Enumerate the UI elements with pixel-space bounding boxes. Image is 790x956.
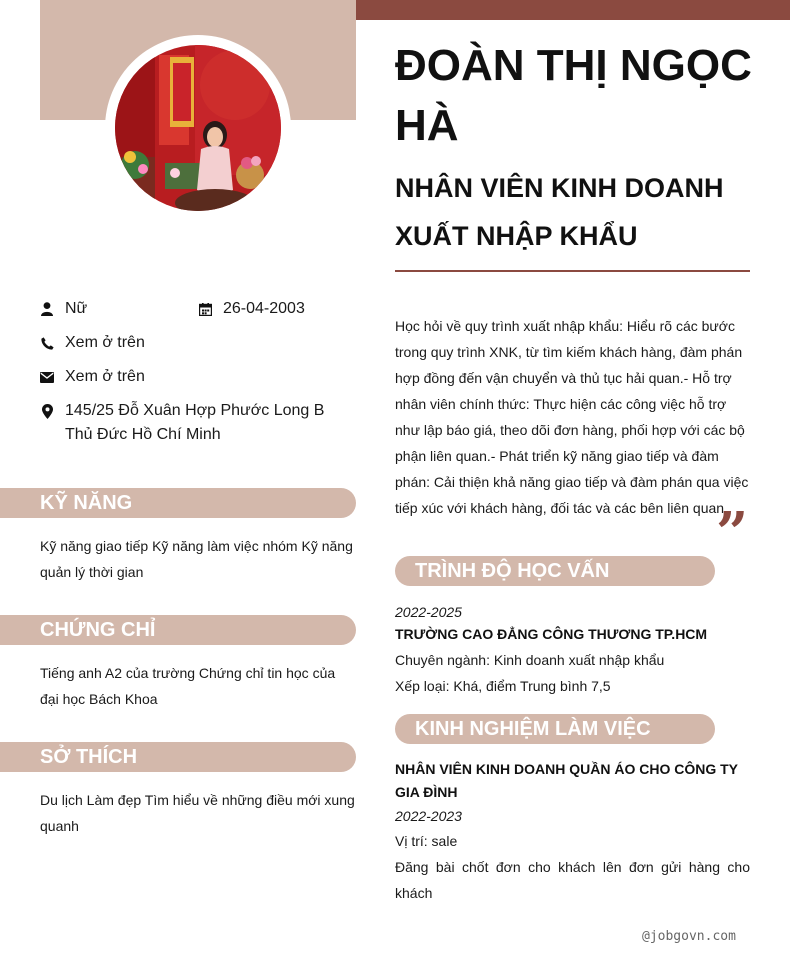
user-icon (40, 297, 54, 321)
job-title: NHÂN VIÊN KINH DOANH XUẤT NHẬP KHẨU (395, 173, 724, 251)
phone-row (40, 331, 145, 355)
skills-heading: KỸ NĂNG (40, 492, 133, 514)
experience-description: Đăng bài chốt đơn cho khách lên đơn gửi hàng cho khách (395, 859, 750, 901)
dob-value: 26-04-2003 (223, 300, 305, 317)
education-grade: Xếp loại: Khá, điểm Trung bình 7,5 (395, 678, 611, 694)
quote-icon: ” (716, 500, 749, 566)
experience-heading: KINH NGHIỆM LÀM VIỆC (415, 718, 651, 740)
experience-period: 2022-2023 (395, 808, 462, 824)
mail-icon (40, 365, 54, 389)
top-accent-band (356, 0, 790, 20)
hobbies-heading-bar (0, 742, 356, 772)
hobbies-heading: SỞ THÍCH (40, 746, 138, 768)
education-heading-bar (395, 556, 715, 586)
address-row (40, 399, 356, 447)
career-objective: Học hỏi về quy trình xuất nhập khẩu: Hiểu rõ các bước trong quy trình XNK, từ tìm kiếm khách hàng, đàm phán hợp đồng đến vận chuyển và thủ tục hải quan.- Hỗ trợ nhân viên chính thức: Thực hiện các công việc hỗ trợ như lập báo giá, theo dõi đơn hàng, phối hợp với các bộ phận liên quan.- Phát triển kỹ năng giao tiếp và đàm phán: Cải thiện khả năng giao tiếp và đàm phán qua việc tiếp xúc với khách hàng, đối tác và các bên liên quan. (395, 318, 749, 516)
education-major: Chuyên ngành: Kinh doanh xuất nhập khẩu (395, 652, 665, 668)
certificates-heading: CHỨNG CHỈ (40, 619, 156, 641)
experience-heading-bar (395, 714, 715, 744)
certificates-text: Tiếng anh A2 của trường Chứng chỉ tin học của đại học Bách Khoa (40, 665, 336, 707)
profile-photo (115, 45, 281, 211)
phone-value: Xem ở trên (65, 334, 145, 351)
candidate-name: ĐOÀN THỊ NGỌC HÀ (395, 41, 752, 150)
email-value: Xem ở trên (65, 368, 145, 385)
education-period: 2022-2025 (395, 604, 462, 620)
title-divider (395, 270, 750, 272)
calendar-icon (198, 297, 212, 321)
watermark: @jobgovn.com (642, 929, 736, 944)
phone-icon (40, 331, 54, 355)
email-row (40, 365, 145, 389)
education-school: TRƯỜNG CAO ĐẲNG CÔNG THƯƠNG TP.HCM (395, 626, 708, 642)
address-value: 145/25 Đỗ Xuân Hợp Phước Long B Thủ Đức Hồ Chí Minh (65, 402, 325, 443)
hobbies-text: Du lịch Làm đẹp Tìm hiểu về những điều mới xung quanh (40, 792, 355, 834)
gender-value: Nữ (65, 300, 88, 317)
dob-row (198, 297, 305, 321)
experience-position: Vị trí: sale (395, 833, 458, 849)
education-heading: TRÌNH ĐỘ HỌC VẤN (415, 560, 610, 582)
skills-heading-bar (0, 488, 356, 518)
location-pin-icon (40, 399, 54, 423)
gender-row (40, 297, 87, 321)
certificates-heading-bar (0, 615, 356, 645)
skills-text: Kỹ năng giao tiếp Kỹ năng làm việc nhóm Kỹ năng quản lý thời gian (40, 538, 353, 580)
experience-company: NHÂN VIÊN KINH DOANH QUẦN ÁO CHO CÔNG TY GIA ĐÌNH (395, 761, 738, 800)
